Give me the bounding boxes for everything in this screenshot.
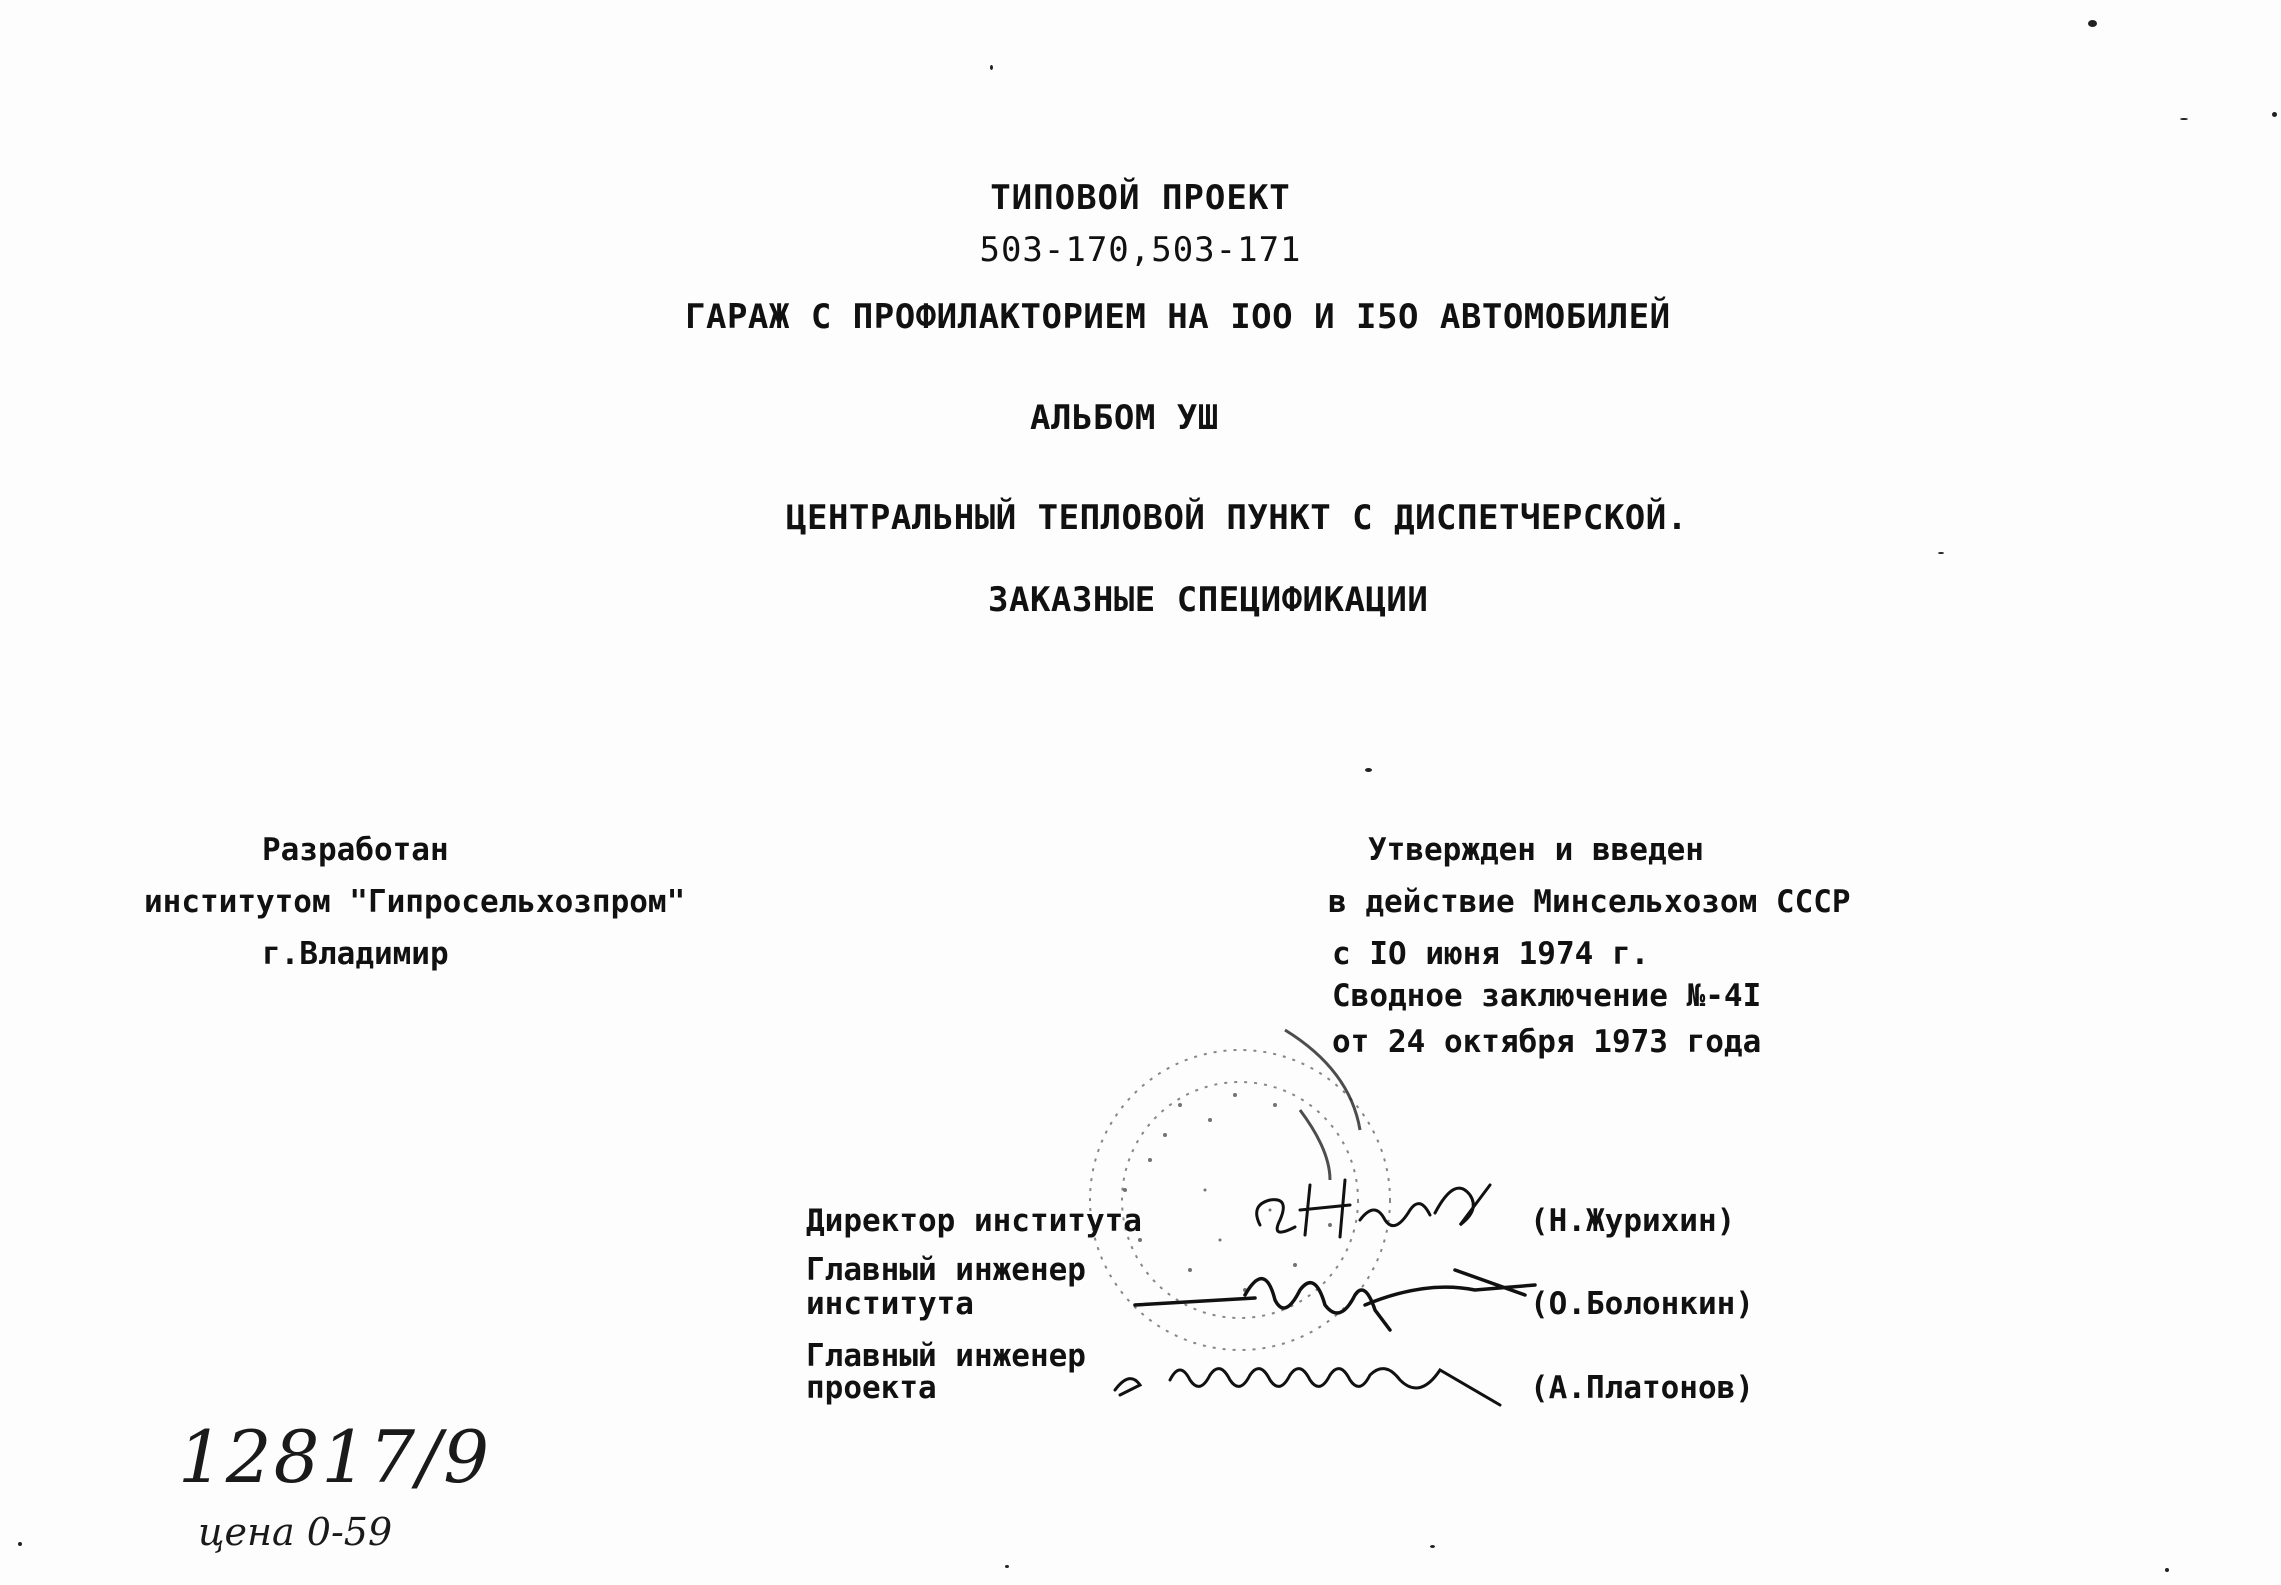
approval-conclusion-date: от 24 октября 1973 года: [1332, 1024, 1762, 1060]
scan-speck: [2272, 112, 2277, 117]
scan-speck: [1430, 1545, 1435, 1548]
signature-chief-engineer-institute: [1125, 1250, 1545, 1340]
approval-date: с IO июня 1974 г.: [1332, 936, 1650, 972]
project-type-heading: ТИПОВОЙ ПРОЕКТ: [990, 178, 1291, 218]
scan-speck: [1005, 1565, 1009, 1568]
signatory-2-role: Главный инженер: [806, 1252, 1086, 1288]
signatory-2-name: (О.Болонкин): [1530, 1286, 1754, 1322]
signature-director: [1240, 1165, 1500, 1255]
scan-speck: [990, 65, 993, 70]
signatory-1-name: (Н.Журихин): [1530, 1203, 1736, 1239]
developer-label: Разработан: [262, 832, 449, 868]
project-numbers: 503-170,503-171: [979, 230, 1302, 270]
scan-speck: [1938, 552, 1944, 554]
section-title: ЗАКАЗНЫЕ СПЕЦИФИКАЦИИ: [988, 580, 1429, 620]
signatory-3-name: (А.Платонов): [1530, 1370, 1754, 1406]
developer-city: г.Владимир: [262, 936, 449, 972]
approval-line-2: в действие Минсельхозом СССР: [1328, 884, 1851, 920]
scan-speck: [2088, 20, 2097, 27]
signatory-3-role-line2: проекта: [806, 1370, 937, 1406]
album-label: АЛЬБОМ УШ: [1030, 398, 1219, 438]
signatory-3-role: Главный инженер: [806, 1338, 1086, 1374]
scan-speck: [2165, 1568, 2169, 1572]
project-title: ГАРАЖ С ПРОФИЛАКТОРИЕМ НА IOO И I5O АВТОМОБИЛЕЙ: [685, 297, 1671, 337]
handwritten-price: цена 0-59: [198, 1510, 393, 1554]
scan-speck: [1365, 768, 1372, 772]
signatory-1-role: Директор института: [806, 1203, 1142, 1239]
signatory-2-role-line2: института: [806, 1286, 974, 1322]
scan-speck: [18, 1542, 22, 1546]
scan-speck: [2180, 118, 2188, 120]
handwritten-number: 12817/9: [178, 1415, 492, 1499]
album-subtitle: ЦЕНТРАЛЬНЫЙ ТЕПЛОВОЙ ПУНКТ С ДИСПЕТЧЕРСКОЙ.: [786, 498, 1688, 538]
approval-line-1: Утвержден и введен: [1368, 832, 1704, 868]
developer-institute: институтом "Гипросельхозпром": [144, 884, 686, 920]
signature-chief-engineer-project: [1110, 1335, 1510, 1415]
approval-conclusion: Сводное заключение №-4I: [1332, 978, 1762, 1014]
